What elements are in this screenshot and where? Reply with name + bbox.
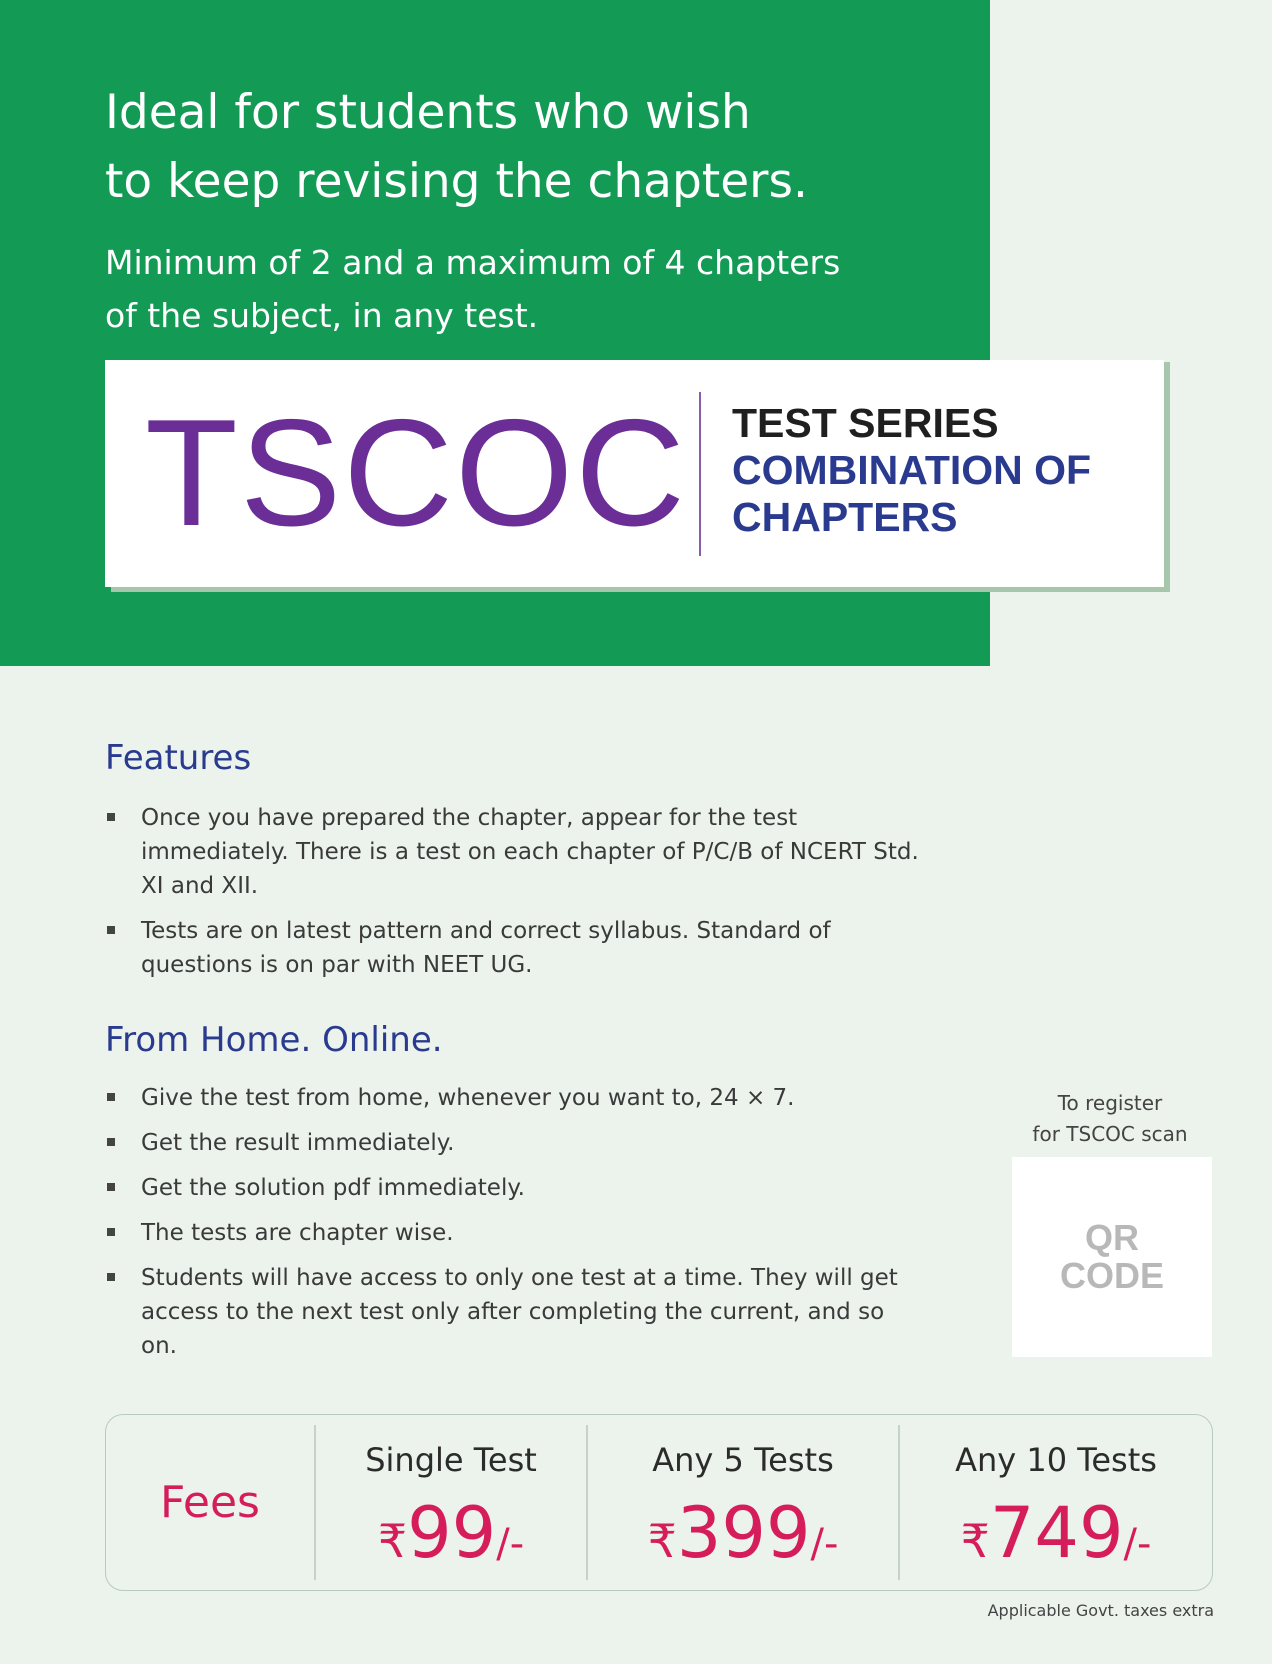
list-item-text: Get the solution pdf immediately.	[141, 1175, 525, 1201]
hero-headline-line: Ideal for students who wish	[105, 85, 751, 140]
register-caption-line1: To register	[1057, 1091, 1163, 1115]
list-item-text: Tests are on latest pattern and correct syllabus. Standard of questions is on par with NEET UG.	[141, 918, 831, 978]
bullet-square-icon	[107, 1138, 115, 1146]
list-item-text: Get the result immediately.	[141, 1130, 455, 1156]
list-item	[105, 1216, 925, 1250]
qr-code-label	[1060, 1219, 1164, 1295]
hero-headline	[105, 78, 965, 216]
rupee-symbol: ₹	[377, 1514, 408, 1568]
bullet-square-icon	[107, 813, 115, 821]
fee-plan-name: Any 10 Tests	[955, 1441, 1157, 1479]
tax-note: Applicable Govt. taxes extra	[987, 1601, 1214, 1620]
qr-code-placeholder[interactable]	[1012, 1157, 1212, 1357]
fee-plan-single	[316, 1415, 586, 1589]
brand-tagline-line2: COMBINATION OF	[732, 447, 1092, 493]
fee-suffix: /-	[496, 1521, 525, 1567]
list-item-text: Once you have prepared the chapter, appear for the test immediately. There is a test on each chapter of P/C/B of NCERT Std. XI and XII.	[141, 805, 919, 899]
register-caption-line2: for TSCOC scan	[1032, 1122, 1188, 1146]
bullet-square-icon	[107, 926, 115, 934]
fee-amount: 399	[676, 1492, 811, 1574]
list-item-text: The tests are chapter wise.	[141, 1220, 454, 1246]
list-item	[105, 914, 925, 982]
list-item	[105, 1261, 925, 1363]
features-title: Features	[105, 738, 252, 778]
fee-plan-five	[588, 1415, 898, 1589]
fee-amount: 99	[407, 1492, 497, 1574]
list-item	[105, 1171, 925, 1205]
fee-plan-price	[900, 1493, 1212, 1573]
fee-amount: 749	[989, 1492, 1124, 1574]
rupee-symbol: ₹	[647, 1514, 677, 1568]
qr-code-label-line2: CODE	[1059, 1255, 1164, 1296]
list-item-text: Students will have access to only one test at a time. They will get access to the next test only after completing the current, and so on.	[141, 1265, 898, 1359]
qr-code-label-line1: QR	[1084, 1217, 1139, 1258]
online-list	[105, 1081, 925, 1374]
bullet-square-icon	[107, 1228, 115, 1236]
list-item	[105, 1081, 925, 1115]
online-title: From Home. Online.	[105, 1020, 443, 1060]
hero-subline-line: of the subject, in any test.	[105, 296, 539, 335]
hero-subline-line: Minimum of 2 and a maximum of 4 chapters	[105, 243, 841, 282]
hero-subline	[105, 236, 965, 342]
brand-tagline-line1: TEST SERIES	[732, 400, 999, 446]
fee-plan-price	[316, 1493, 586, 1573]
brand-tagline	[732, 400, 1091, 541]
features-list	[105, 801, 925, 993]
hero-headline-line: to keep revising the chapters.	[105, 154, 808, 209]
brand-card	[105, 360, 1164, 587]
list-item	[105, 1126, 925, 1160]
bullet-square-icon	[107, 1183, 115, 1191]
brand-divider	[699, 392, 701, 556]
fees-label: Fees	[160, 1476, 260, 1528]
fee-plan-name: Any 5 Tests	[652, 1441, 834, 1479]
fee-plan-ten	[900, 1415, 1212, 1589]
bullet-square-icon	[107, 1273, 115, 1281]
rupee-symbol: ₹	[960, 1514, 990, 1568]
fee-plan-price	[588, 1493, 898, 1573]
fee-suffix: /-	[810, 1521, 839, 1567]
brand-acronym: TSCOC	[145, 388, 687, 558]
fee-suffix: /-	[1123, 1521, 1152, 1567]
list-item	[105, 801, 925, 903]
fee-plan-name: Single Test	[365, 1441, 537, 1479]
brand-tagline-line3: CHAPTERS	[732, 494, 958, 540]
register-caption	[1010, 1088, 1210, 1150]
bullet-square-icon	[107, 1093, 115, 1101]
fees-table	[105, 1414, 1213, 1591]
list-item-text: Give the test from home, whenever you want to, 24 × 7.	[141, 1085, 795, 1111]
